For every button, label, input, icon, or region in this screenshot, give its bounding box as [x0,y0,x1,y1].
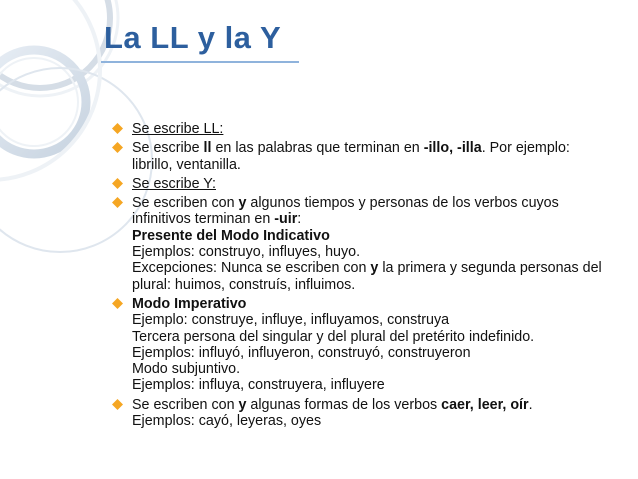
list-item [112,121,612,137]
item-heading: Modo Imperativo [132,295,247,312]
item-text: . [528,396,533,413]
list-item [112,176,612,192]
item-text: Se escribe [132,140,204,157]
item-text: Se escriben con [132,195,239,212]
item-text: . Por ejemplo: librillo, ventanilla. [132,140,570,173]
list-item [112,296,612,394]
diamond-bullet-icon [112,197,123,208]
item-heading: Presente del Modo Indicativo [132,227,330,244]
item-bold: -uir [274,211,298,228]
item-line: Ejemplos: influya, construyera, influyere [132,377,385,394]
item-line: Modo subjuntivo. [132,361,241,378]
diamond-bullet-icon [112,123,123,134]
diamond-bullet-icon [112,142,123,153]
item-bold: y [238,195,247,212]
item-line: Tercera persona del singular y del plural del pretérito indefinido. [132,328,535,345]
title-underline [101,61,299,63]
item-bold: -illo, -illa [423,140,482,157]
slide-title: La LL y la Y [104,20,282,55]
diamond-bullet-icon [112,399,123,410]
item-text: algunas formas de los verbos [246,396,442,413]
diamond-bullet-icon [112,178,123,189]
item-line: Ejemplos: cayó, leyeras, oyes [132,413,322,430]
item-line: la primera y segunda personas del plural: huimos, construís, influimos. [132,260,602,293]
list-item [112,140,612,173]
item-line: Ejemplos: influyó, influyeron, construyó, construyeron [132,344,471,361]
item-line: Excepciones: Nunca se escriben con [132,260,371,277]
item-bold: caer, leer, oír [441,396,529,413]
item-line: Ejemplo: construye, influye, influyamos, construya [132,312,450,329]
item-text: en las palabras que terminan en [211,140,424,157]
item-line: Ejemplos: construyo, influyes, huyo. [132,244,361,261]
item-bold: y [238,396,247,413]
list-item [112,397,612,430]
item-text: Se escriben con [132,396,239,413]
bullet-list [112,121,612,432]
list-item [112,195,612,293]
item-text: Se escribe Y: [132,175,216,192]
item-bold: ll [203,140,212,157]
item-text: Se escribe LL: [132,121,224,137]
diamond-bullet-icon [112,298,123,309]
item-text: : [297,211,302,228]
item-bold: y [370,260,379,277]
item-text: algunos tiempos y personas de los verbos cuyos infinitivos terminan en [132,195,559,228]
